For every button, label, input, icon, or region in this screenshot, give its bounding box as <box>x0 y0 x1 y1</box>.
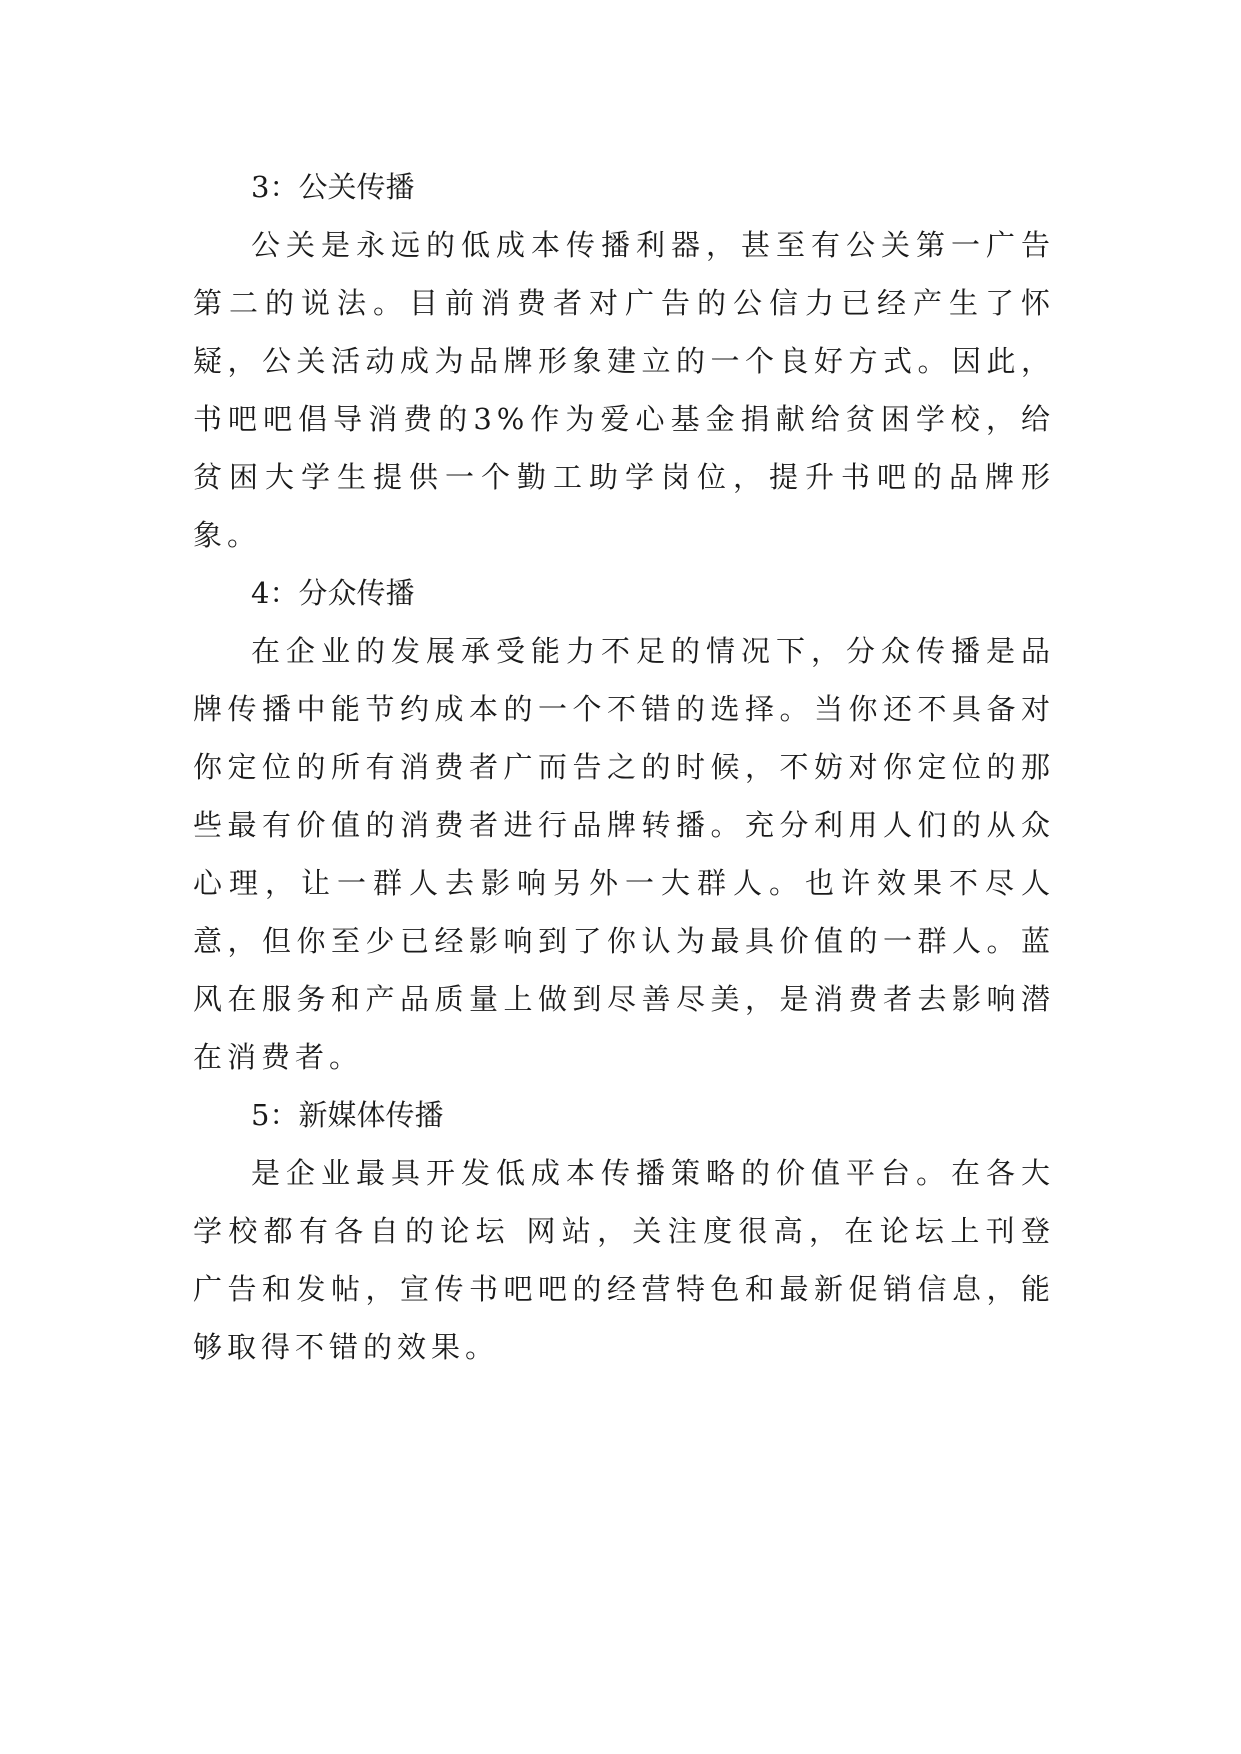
section-paragraph-3: 公关是永远的低成本传播利器，甚至有公关第一广告第二的说法。目前消费者对广告的公信力已经产生了怀疑，公关活动成为品牌形象建立的一个良好方式。因此，书吧吧倡导消费的3%作为爱心基金捐献给贫困学校，给贫困大学生提供一个勤工助学岗位，提升书吧的品牌形象。 <box>193 228 1055 552</box>
section-heading-5: 5：新媒体传播 <box>251 1098 444 1132</box>
section-heading-3: 3：公关传播 <box>251 170 415 204</box>
section-paragraph-5: 是企业最具开发低成本传播策略的价值平台。在各大学校都有各自的论坛 网站，关注度很高，在论坛上刊登广告和发帖，宣传书吧吧的经营特色和最新促销信息，能够取得不错的效果。 <box>193 1156 1055 1364</box>
section-paragraph-4: 在企业的发展承受能力不足的情况下，分众传播是品牌传播中能节约成本的一个不错的选择。当你还不具备对你定位的所有消费者广而告之的时候，不妨对你定位的那些最有价值的消费者进行品牌转播。充分利用人们的从众心理，让一群人去影响另外一大群人。也许效果不尽人意，但你至少已经影响到了你认为最具价值的一群人。蓝风在服务和产品质量上做到尽善尽美，是消费者去影响潜在消费者。 <box>193 634 1055 1074</box>
document-body <box>193 158 1055 1376</box>
section-heading-4: 4：分众传播 <box>251 576 415 610</box>
